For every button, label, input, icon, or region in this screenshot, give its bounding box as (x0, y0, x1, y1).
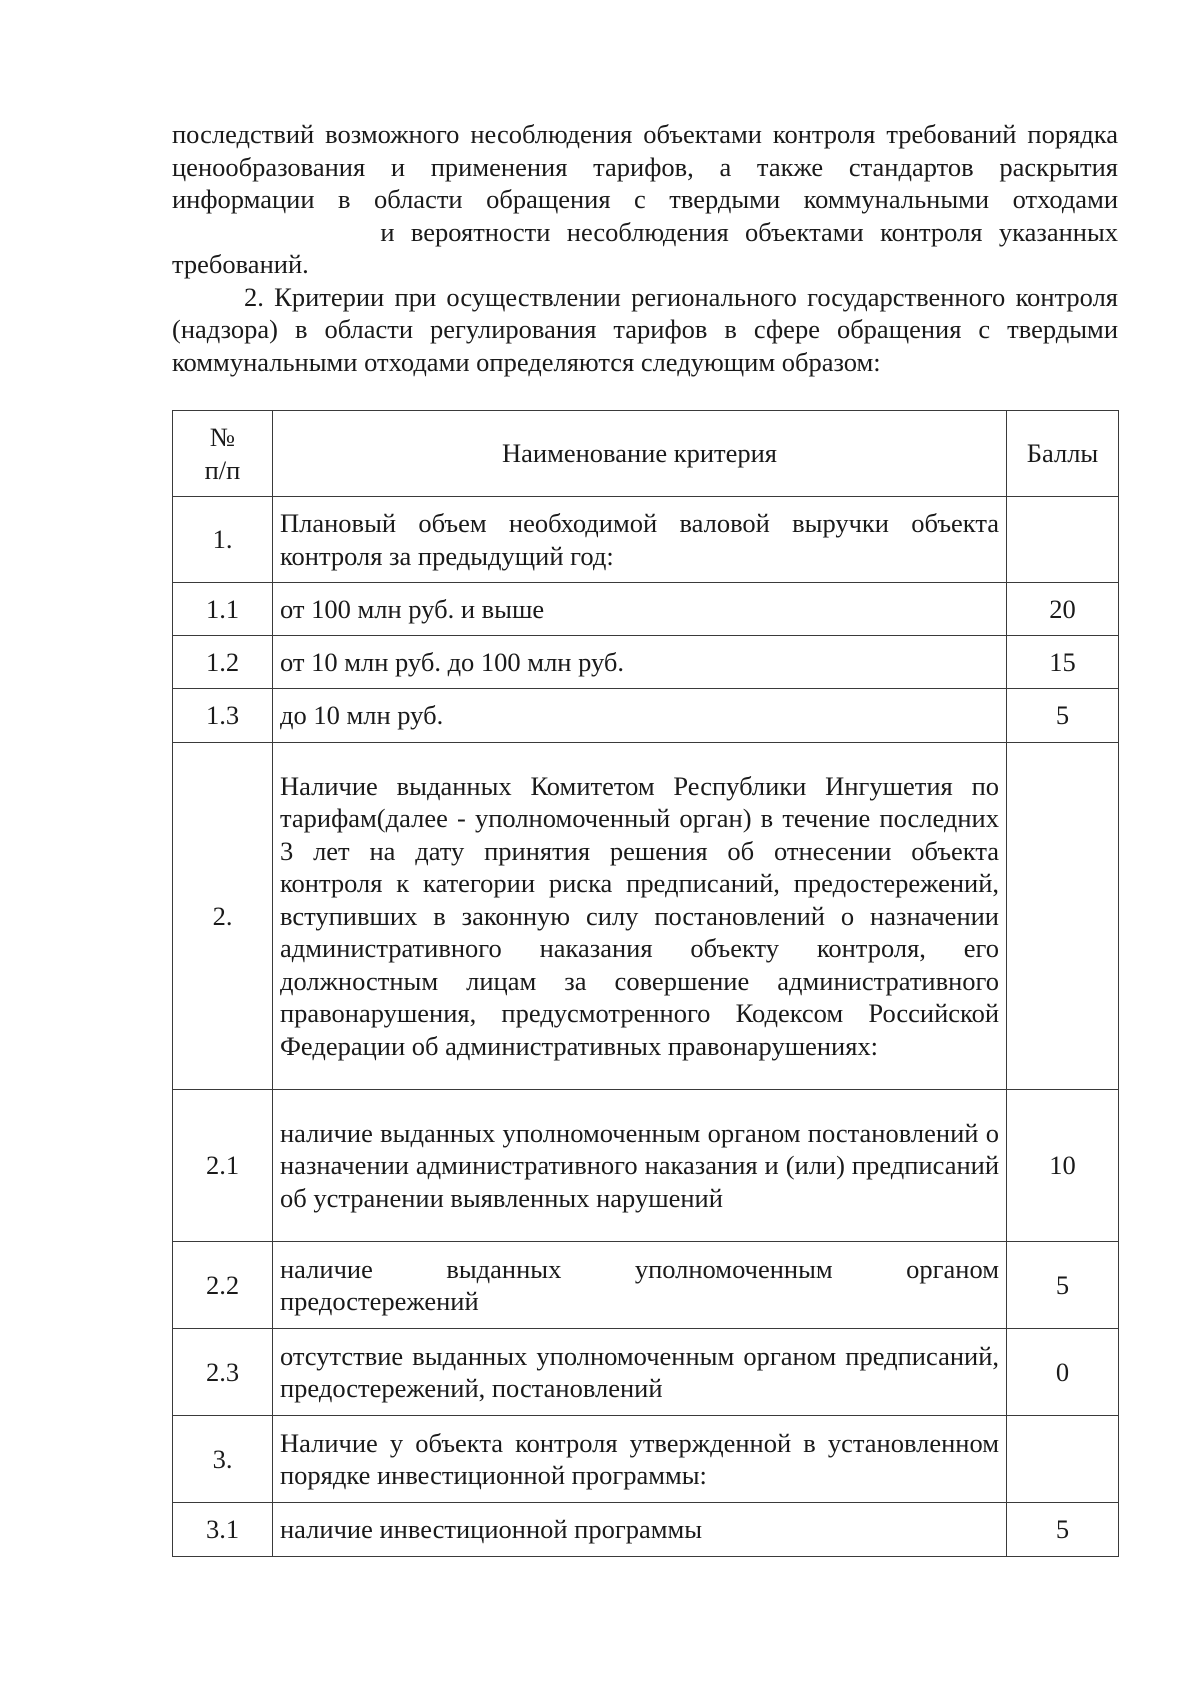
row-score (1007, 497, 1119, 583)
table-row (173, 743, 1119, 1090)
row-score (1007, 1416, 1119, 1503)
row-number: 2.1 (173, 1090, 273, 1242)
row-criterion: до 10 млн руб. (273, 689, 1007, 743)
table-row (173, 583, 1119, 636)
intro-paragraph-1-end: и вероятности несоблюдения объектами контроля указанных требований. (172, 216, 1118, 279)
row-number: 1. (173, 497, 273, 583)
row-number: 1.2 (173, 636, 273, 689)
row-criterion: Наличие у объекта контроля утвержденной в установленном порядке инвестиционной программы: (273, 1416, 1007, 1503)
row-criterion: от 10 млн руб. до 100 млн руб. (273, 636, 1007, 689)
row-criterion: от 100 млн руб. и выше (273, 583, 1007, 636)
header-number-abbr: п/п (204, 454, 241, 485)
row-score: 0 (1007, 1329, 1119, 1416)
header-score: Баллы (1007, 411, 1119, 497)
table-row (173, 1416, 1119, 1503)
table-row (173, 1503, 1119, 1557)
header-criterion-name: Наименование критерия (273, 411, 1007, 497)
table-row (173, 497, 1119, 583)
row-number: 1.1 (173, 583, 273, 636)
row-number: 3. (173, 1416, 273, 1503)
header-number (173, 411, 273, 497)
table-row (173, 1242, 1119, 1329)
criteria-table (172, 410, 1119, 1557)
row-criterion: наличие инвестиционной программы (273, 1503, 1007, 1557)
table-header-row (173, 411, 1119, 497)
row-number: 2. (173, 743, 273, 1090)
row-score (1007, 743, 1119, 1090)
row-score: 5 (1007, 689, 1119, 743)
row-number: 2.2 (173, 1242, 273, 1329)
row-number: 3.1 (173, 1503, 273, 1557)
row-criterion: Наличие выданных Комитетом Республики Ингушетия по тарифам(далее - уполномоченный орган) в течение последних 3 лет на дату принятия решения об отнесении объекта контроля к категории риска предписаний, предостережений, вступивших в законную силу постановлений о назначении административного наказания объекту контроля, его должностным лицам за совершение административного правонарушения, предусмотренного Кодексом Российской Федерации об административных правонарушениях: (273, 743, 1007, 1090)
row-criterion: Плановый объем необходимой валовой выручки объекта контроля за предыдущий год: (273, 497, 1007, 583)
row-score: 10 (1007, 1090, 1119, 1242)
row-number: 1.3 (173, 689, 273, 743)
table-row (173, 1329, 1119, 1416)
intro-paragraph-2: 2. Критерии при осуществлении регионального государственного контроля (надзора) в области регулирования тарифов в сфере обращения с твердыми коммунальными отходами определяются следующим образом: (172, 281, 1118, 377)
intro-paragraph-1-start: последствий возможного несоблюдения объектами контроля требований порядка ценообразования и применения тарифов, а также стандартов раскрытия информации в области обращения с твердыми коммунальными (172, 119, 1118, 214)
intro-paragraph-1 (172, 118, 1118, 281)
table-row (173, 1090, 1119, 1242)
row-criterion: наличие выданных уполномоченным органом предостережений (273, 1242, 1007, 1329)
row-number: 2.3 (173, 1329, 273, 1416)
row-criterion: отсутствие выданных уполномоченным органом предписаний, предостережений, постановлений (273, 1329, 1007, 1416)
row-score: 15 (1007, 636, 1119, 689)
header-number-symbol: № (209, 422, 236, 452)
row-score: 20 (1007, 583, 1119, 636)
intro-text (172, 118, 1118, 378)
row-score: 5 (1007, 1503, 1119, 1557)
row-criterion: наличие выданных уполномоченным органом постановлений о назначении административного наказания и (или) предписаний об устранении выявленных нарушений (273, 1090, 1007, 1242)
row-score: 5 (1007, 1242, 1119, 1329)
intro-paragraph-1-word: отходами (1012, 184, 1119, 214)
table-row (173, 636, 1119, 689)
table-row (173, 689, 1119, 743)
